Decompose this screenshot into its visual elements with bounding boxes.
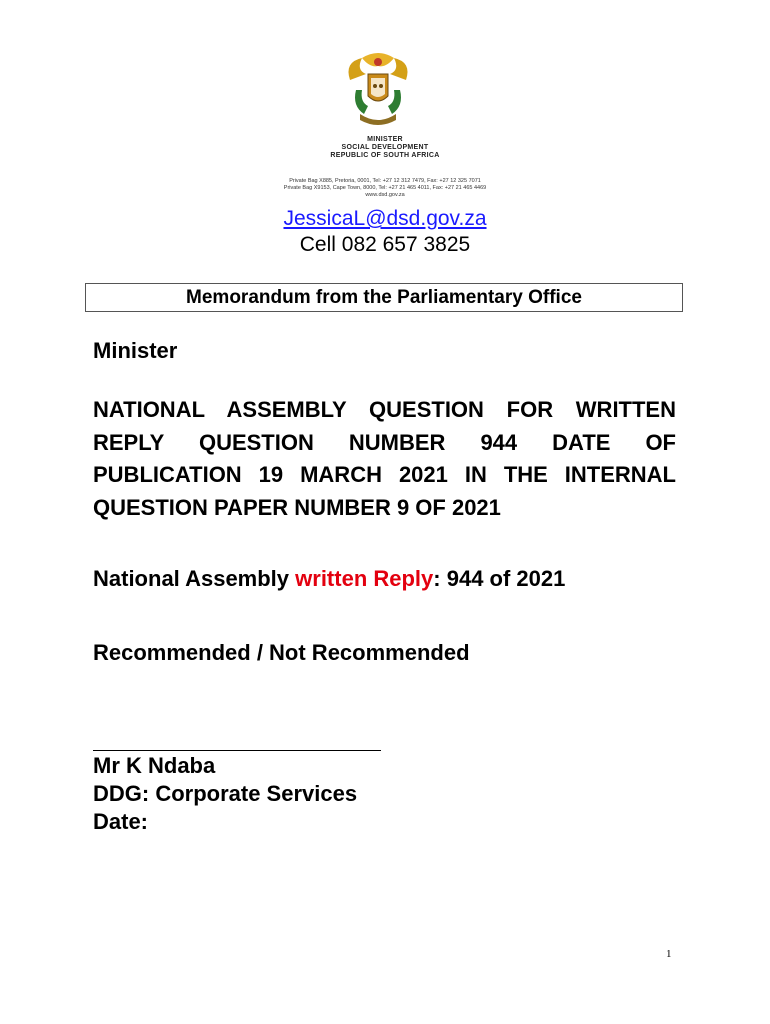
reply-reference: [93, 566, 565, 592]
letterhead-title-3: REPUBLIC OF SOUTH AFRICA: [330, 152, 440, 159]
coat-of-arms-logo: [342, 50, 414, 130]
signatory-block: [93, 752, 357, 836]
reply-prefix: National Assembly: [93, 566, 296, 591]
signatory-title: DDG: Corporate Services: [93, 781, 358, 806]
addressee: Minister: [93, 338, 178, 363]
memo-title: Memorandum from the Parliamentary Office: [186, 286, 582, 308]
reply-suffix: : 944 of 2021: [433, 566, 566, 591]
signature-line: [93, 738, 381, 751]
letterhead-address-1: Private Bag X885, Pretoria, 0001, Tel: +27 12 312 7479, Fax: +27 12 325 7071: [289, 178, 481, 184]
recommendation-line: Recommended / Not Recommended: [93, 640, 470, 665]
reply-highlight: written Reply: [295, 566, 434, 591]
date-label: Date:: [93, 809, 149, 834]
email-link[interactable]: JessicaL@dsd.gov.za: [283, 207, 487, 230]
cell-number: Cell 082 657 3825: [299, 233, 471, 256]
question-text: NATIONAL ASSEMBLY QUESTION FOR WRITTEN REPLY QUESTION NUMBER 944 DATE OF PUBLICATION 19 MARCH 2021 IN THE INTERNAL QUESTION PAPER NUMBER 9 OF 2021: [93, 397, 676, 520]
page-number: 1: [666, 948, 672, 960]
letterhead-address-2: Private Bag X9153, Cape Town, 8000, Tel: +27 21 465 4011, Fax: +27 21 465 4469: [283, 185, 487, 191]
signatory-name: Mr K Ndaba: [93, 753, 216, 778]
letterhead-title-2: SOCIAL DEVELOPMENT: [341, 144, 429, 151]
letterhead-website: www.dsd.gov.za: [365, 192, 405, 198]
memo-title-box: [85, 283, 683, 312]
letterhead-title-1: MINISTER: [367, 136, 403, 143]
